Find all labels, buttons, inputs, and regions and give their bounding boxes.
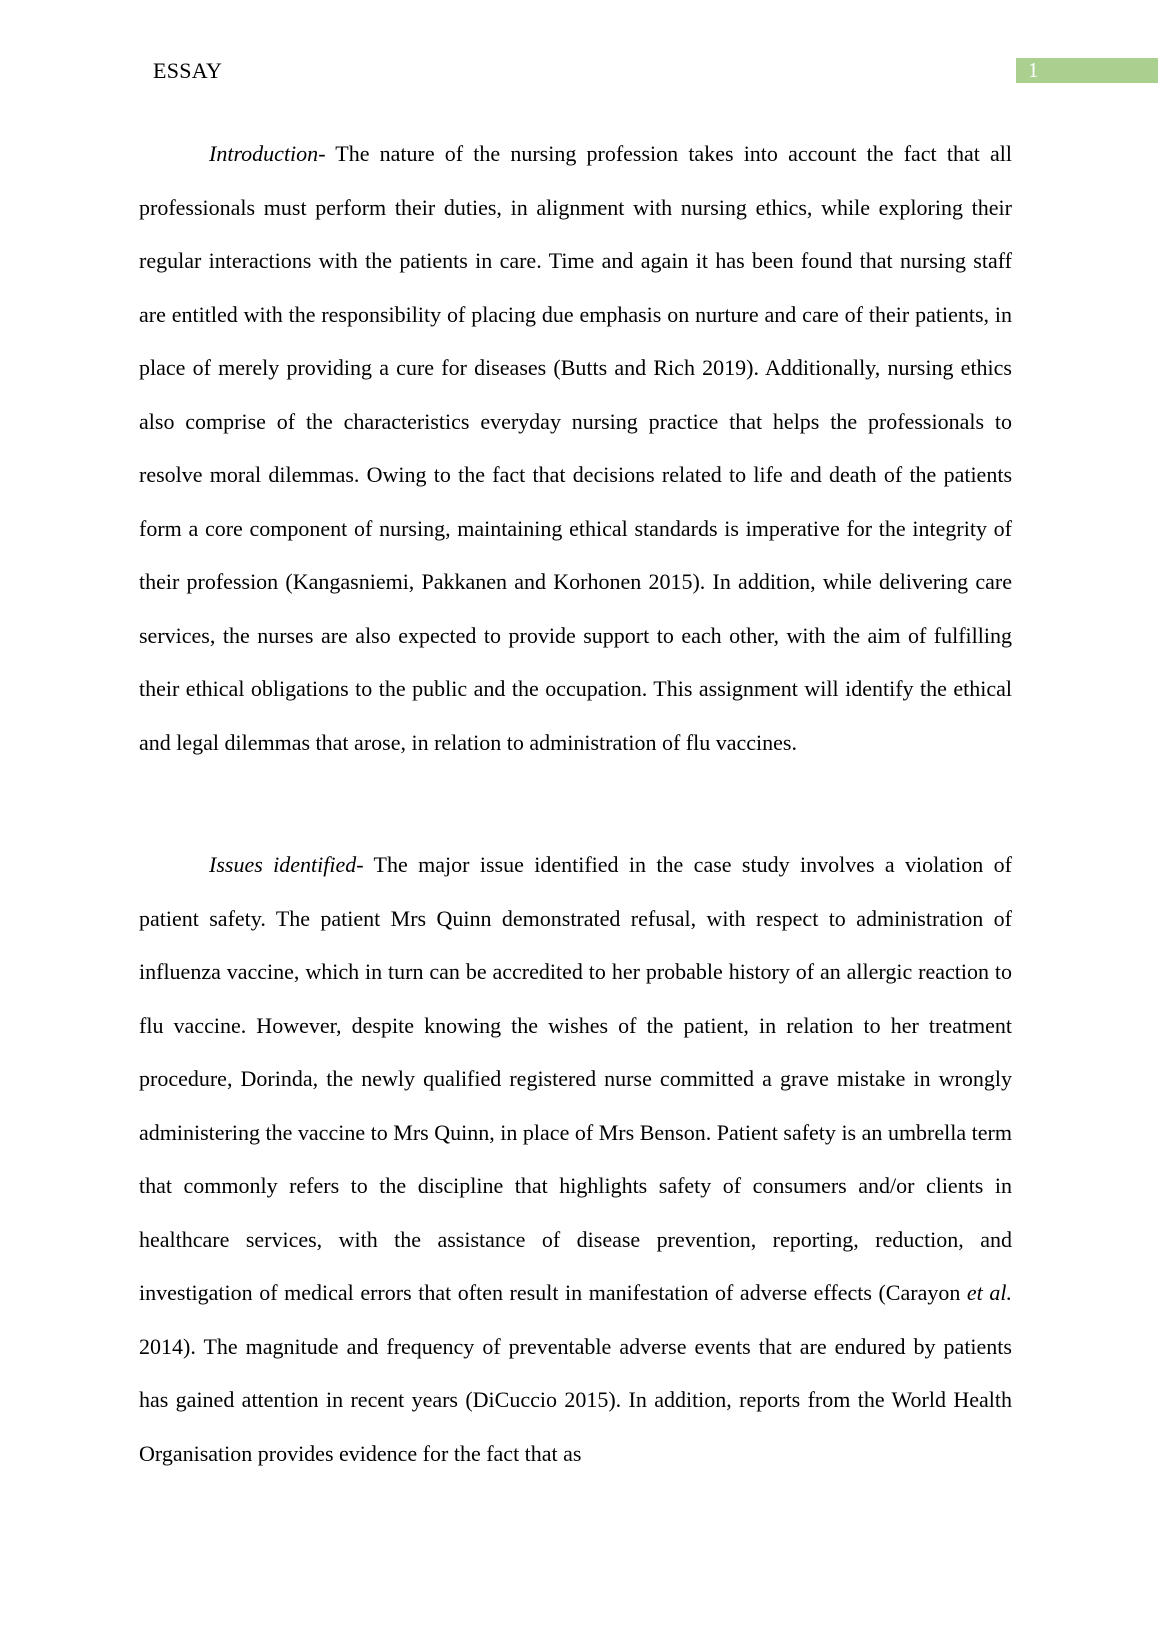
issues-text-part-1: - The major issue identified in the case study involves a violation of patient safety. The patient Mrs Quinn demonstrated refusal, with respect to administration of influenza vaccine, which in turn can be accredited to her probable history of an allergic reaction to flu vaccine. However, despite knowing the wishes of the patient, in relation to her treatment procedure, Dorinda, the newly qualified registered nurse committed a grave mistake in wrongly administering the vaccine to Mrs Quinn, in place of Mrs Benson. Patient safety is an umbrella term that commonly refers to the discipline that highlights safety of consumers and/or clients in healthcare services, with the assistance of disease prevention, reporting, reduction, and investigation of medical errors that often result in manifestation of adverse effects (Carayon [139,852,1012,1305]
running-header-title: ESSAY [153,58,223,83]
introduction-heading: Introduction [209,141,319,166]
introduction-paragraph [139,127,1012,769]
page-number-badge: 1 [1016,58,1158,83]
introduction-text: - The nature of the nursing profession takes into account the fact that all professionals must perform their duties, in alignment with nursing ethics, while exploring their regular interactions with the patients in care. Time and again it has been found that nursing staff are entitled with the responsibility of placing due emphasis on nurture and care of their patients, in place of merely providing a cure for diseases (Butts and Rich 2019). Additionally, nursing ethics also comprise of the characteristics everyday nursing practice that helps the professionals to resolve moral dilemmas. Owing to the fact that decisions related to life and death of the patients form a core component of nursing, maintaining ethical standards is imperative for the integrity of their profession (Kangasniemi, Pakkanen and Korhonen 2015). In addition, while delivering care services, the nurses are also expected to provide support to each other, with the aim of fulfilling their ethical obligations to the public and the occupation. This assignment will identify the ethical and legal dilemmas that arose, in relation to administration of flu vaccines. [139,141,1012,755]
et-al-citation: et al. [966,1280,1012,1305]
issues-paragraph [139,838,1012,1480]
issues-heading: Issues identified [209,852,357,877]
issues-text-part-2: 2014). The magnitude and frequency of preventable adverse events that are endured by patients has gained attention in recent years (DiCuccio 2015). In addition, reports from the World Health Organisation provides evidence for the fact that as [139,1333,1012,1466]
